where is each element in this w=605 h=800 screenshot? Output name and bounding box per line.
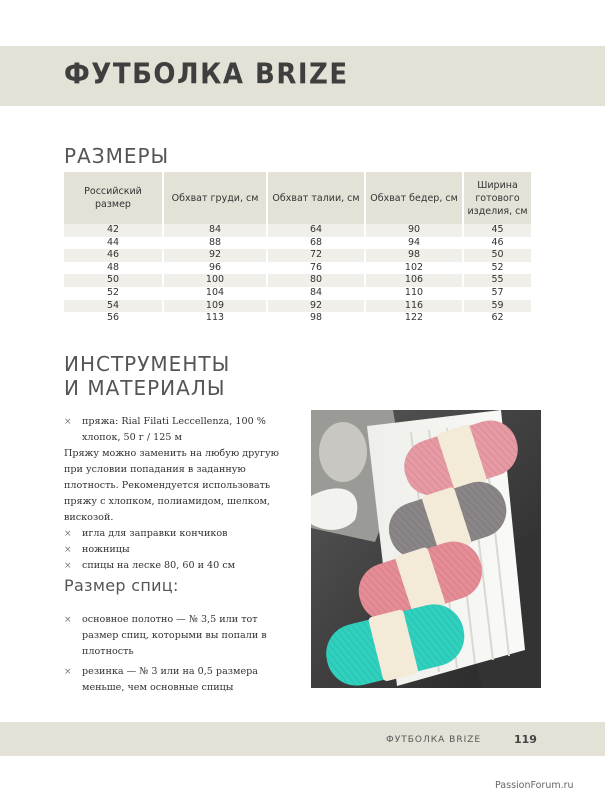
page-title: ФУТБОЛКА BRIZE <box>64 58 349 91</box>
scissors-text: ножницы <box>82 544 130 555</box>
table-cell: 46 <box>64 249 162 262</box>
table-cell: 90 <box>364 224 462 237</box>
portrait-face <box>319 422 367 482</box>
table-cell: 44 <box>64 237 162 250</box>
table-row <box>64 300 531 313</box>
table-cell: 45 <box>462 224 531 237</box>
page-number: 119 <box>514 733 537 746</box>
yarn-skeins-photo <box>311 410 541 688</box>
main-fabric-text: основное полотно — № 3,5 или тот размер спиц, которыми вы попали в плотность <box>82 614 267 657</box>
table-cell: 50 <box>462 249 531 262</box>
bullet-x-icon: × <box>64 561 72 571</box>
list-item-ribbing <box>64 664 294 696</box>
table-cell: 42 <box>64 224 162 237</box>
column-header-width: Ширина готового изделия, см <box>462 172 531 224</box>
table-cell: 50 <box>64 274 162 287</box>
table-cell: 110 <box>364 287 462 300</box>
table-cell: 76 <box>266 262 364 275</box>
table-cell: 84 <box>266 287 364 300</box>
table-cell: 92 <box>162 249 266 262</box>
table-cell: 64 <box>266 224 364 237</box>
list-item-scissors <box>64 542 294 558</box>
table-cell: 57 <box>462 287 531 300</box>
table-cell: 54 <box>64 300 162 313</box>
bullet-x-icon: × <box>64 615 72 625</box>
list-item-needle-tool <box>64 526 294 542</box>
bullet-x-icon: × <box>64 545 72 555</box>
table-cell: 98 <box>364 249 462 262</box>
materials-list <box>64 414 294 574</box>
sizes-table <box>64 172 531 325</box>
list-item-yarn <box>64 414 294 446</box>
flower-leaf <box>311 488 357 529</box>
circular-needles-text: спицы на леске 80, 60 и 40 см <box>82 560 236 571</box>
list-item-circular-needles <box>64 558 294 574</box>
table-cell: 52 <box>462 262 531 275</box>
needle-size-heading: Размер спиц: <box>64 576 179 595</box>
table-cell: 84 <box>162 224 266 237</box>
yarn-photo-illustration <box>311 410 541 688</box>
table-cell: 62 <box>462 312 531 325</box>
table-cell: 68 <box>266 237 364 250</box>
table-cell: 88 <box>162 237 266 250</box>
table-cell: 100 <box>162 274 266 287</box>
footer-title: ФУТБОЛКА BRIZE <box>386 735 482 745</box>
needle-size-list <box>64 612 294 696</box>
table-cell: 52 <box>64 287 162 300</box>
table-row <box>64 249 531 262</box>
table-cell: 96 <box>162 262 266 275</box>
list-item-main-fabric <box>64 612 294 660</box>
table-row <box>64 312 531 325</box>
table-row <box>64 224 531 237</box>
bullet-x-icon: × <box>64 417 72 427</box>
table-cell: 46 <box>462 237 531 250</box>
table-cell: 80 <box>266 274 364 287</box>
table-cell: 109 <box>162 300 266 313</box>
table-cell: 94 <box>364 237 462 250</box>
bullet-x-icon: × <box>64 667 72 677</box>
tools-heading-line1: ИНСТРУМЕНТЫ <box>64 352 231 376</box>
table-cell: 59 <box>462 300 531 313</box>
table-cell: 122 <box>364 312 462 325</box>
bullet-x-icon: × <box>64 529 72 539</box>
column-header-hips: Обхват бедер, см <box>364 172 462 224</box>
tools-heading <box>64 352 230 400</box>
table-cell: 92 <box>266 300 364 313</box>
sizes-heading: РАЗМЕРЫ <box>64 144 170 168</box>
table-cell: 56 <box>64 312 162 325</box>
watermark: PassionForum.ru <box>495 780 574 791</box>
table-row <box>64 237 531 250</box>
column-header-chest: Обхват груди, см <box>162 172 266 224</box>
table-cell: 104 <box>162 287 266 300</box>
substitute-note: Пряжу можно заменить на любую другую при условии попадания в заданную плотность. Рекомендуется использовать пряжу с хлопком, полиамидом, шелком, вискозой. <box>64 448 279 523</box>
table-row <box>64 274 531 287</box>
table-cell: 98 <box>266 312 364 325</box>
ribbing-text: резинка — № 3 или на 0,5 размера меньше, чем основные спицы <box>82 666 259 693</box>
table-header-row <box>64 172 531 224</box>
table-cell: 102 <box>364 262 462 275</box>
table-cell: 106 <box>364 274 462 287</box>
table-row <box>64 262 531 275</box>
table-cell: 48 <box>64 262 162 275</box>
table-row <box>64 287 531 300</box>
column-header-size: Российский размер <box>64 172 162 224</box>
table-cell: 55 <box>462 274 531 287</box>
column-header-waist: Обхват талии, см <box>266 172 364 224</box>
table-cell: 113 <box>162 312 266 325</box>
needle-tool-text: игла для заправки кончиков <box>82 528 228 539</box>
yarn-text: пряжа: Rial Filati Leccellenza, 100 % хлопок, 50 г / 125 м <box>82 416 266 443</box>
table-cell: 72 <box>266 249 364 262</box>
table-cell: 116 <box>364 300 462 313</box>
tools-heading-line2: И МАТЕРИАЛЫ <box>64 376 226 400</box>
